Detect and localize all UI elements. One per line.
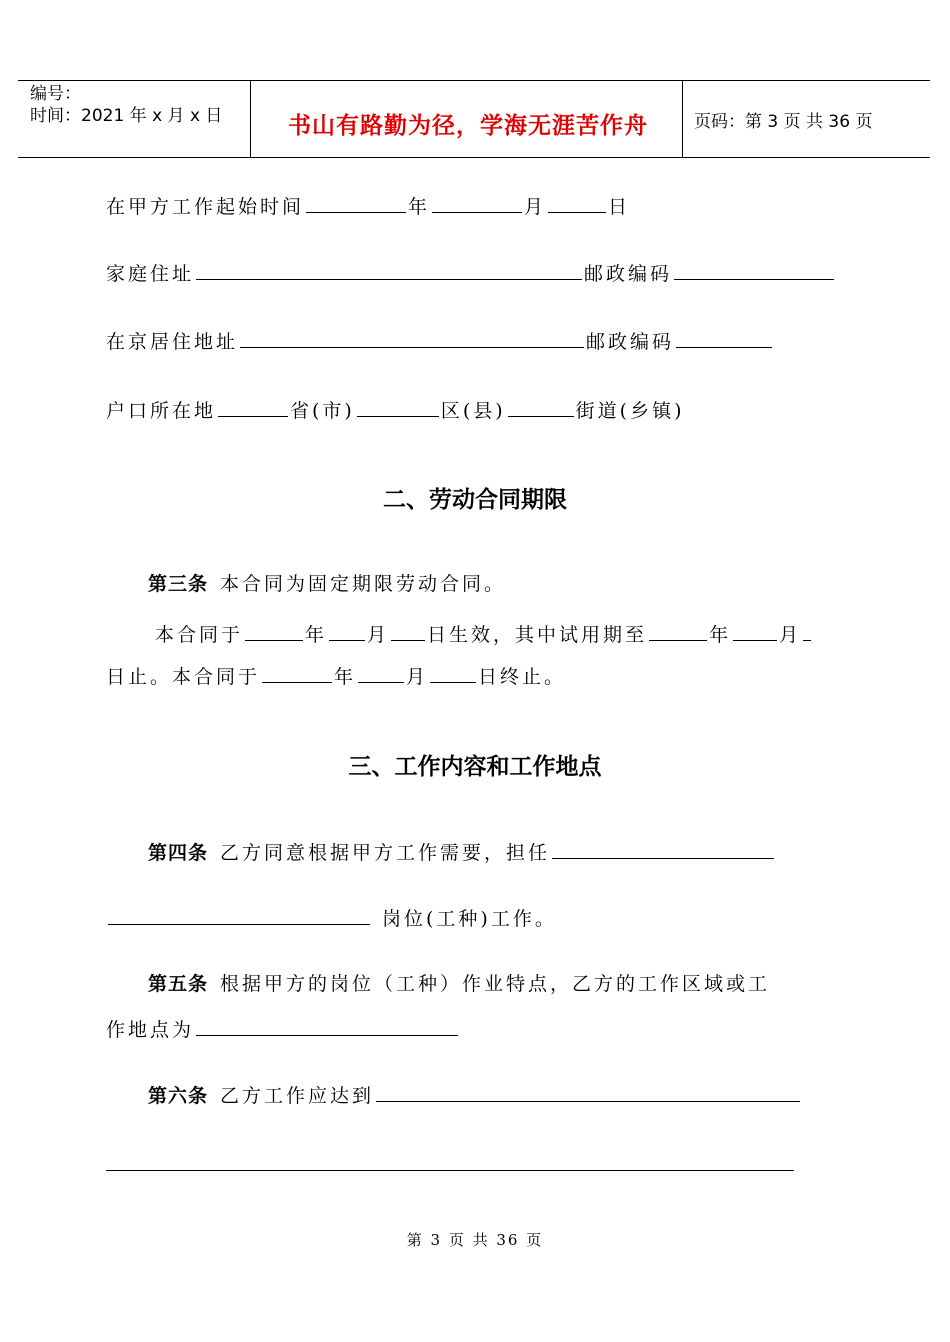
- contract-term-line-1: [155, 620, 813, 648]
- document-number-label: 编号：: [30, 84, 81, 104]
- hukou-line: [106, 396, 685, 424]
- article-5-label: 第五条: [148, 973, 209, 995]
- article-5-text: 根据甲方的岗位（工种）作业特点，乙方的工作区域或工: [220, 973, 771, 995]
- contract-term-line-2: [106, 662, 566, 690]
- home-address-line: [106, 259, 836, 287]
- article-4-tail: 岗位(工种)工作。: [382, 908, 557, 930]
- header-meta: [30, 83, 222, 127]
- article-6: [148, 1081, 802, 1109]
- district-label: 区(县): [440, 400, 506, 422]
- start-month-blank[interactable]: [432, 192, 522, 213]
- probation-year-blank[interactable]: [649, 620, 707, 641]
- article-5-line2: 作地点为: [106, 1019, 195, 1041]
- probation-day-blank[interactable]: [803, 620, 811, 641]
- page-header: [18, 80, 930, 158]
- beijing-address-label: 在京居住地址: [106, 331, 239, 353]
- page-footer: 第 3 页 共 36 页: [406, 1231, 544, 1249]
- position-blank[interactable]: [552, 838, 774, 859]
- year-label: 年: [408, 196, 431, 218]
- province-blank[interactable]: [218, 396, 288, 417]
- hukou-label: 户口所在地: [106, 400, 217, 422]
- section-heading-term: 二、劳动合同期限: [383, 487, 567, 513]
- district-blank[interactable]: [357, 396, 439, 417]
- start-day-blank[interactable]: [548, 192, 606, 213]
- start-year-blank[interactable]: [306, 192, 406, 213]
- probation-month-blank[interactable]: [733, 620, 777, 641]
- year-label: 年: [305, 624, 328, 646]
- article-6-text: 乙方工作应达到: [220, 1085, 375, 1107]
- street-label: 街道(乡镇): [575, 400, 685, 422]
- article-3-label: 第三条: [148, 573, 209, 595]
- work-location-blank[interactable]: [196, 1015, 458, 1036]
- start-date-line: [106, 192, 630, 220]
- effective-month-blank[interactable]: [329, 620, 365, 641]
- end-year-blank[interactable]: [262, 662, 332, 683]
- header-divider: [250, 81, 251, 157]
- year-label: 年: [709, 624, 732, 646]
- article-4-continued: [106, 904, 557, 932]
- beijing-address-blank[interactable]: [240, 327, 584, 348]
- work-standard-blank-2[interactable]: [106, 1170, 794, 1171]
- home-address-blank[interactable]: [196, 259, 582, 280]
- month-label: 月: [779, 624, 802, 646]
- position-blank-2[interactable]: [108, 904, 370, 925]
- month-label: 月: [406, 666, 429, 688]
- month-label: 月: [367, 624, 390, 646]
- home-address-label: 家庭住址: [106, 263, 195, 285]
- effective-day-blank[interactable]: [391, 620, 425, 641]
- header-motto: 书山有路勤为径，学海无涯苦作舟: [288, 113, 648, 139]
- day-label: 日: [608, 196, 631, 218]
- effective-year-blank[interactable]: [245, 620, 303, 641]
- document-time-label: 时间：2021 年 x 月 x 日: [30, 106, 223, 126]
- section-heading-work: 三、工作内容和工作地点: [348, 754, 602, 780]
- article-5-continued: [106, 1015, 460, 1043]
- probation-end-text: 日止。本合同于: [106, 666, 261, 688]
- header-page-info: 页码：第 3 页 共 36 页: [694, 112, 873, 132]
- probation-text: 日生效，其中试用期至: [427, 624, 648, 646]
- article-4: [148, 838, 776, 866]
- beijing-postal-blank[interactable]: [676, 327, 772, 348]
- article-5: [148, 971, 770, 997]
- street-blank[interactable]: [508, 396, 574, 417]
- article-6-label: 第六条: [148, 1085, 209, 1107]
- work-standard-blank[interactable]: [376, 1081, 800, 1102]
- month-label: 月: [524, 196, 547, 218]
- termination-text: 日终止。: [478, 666, 567, 688]
- end-day-blank[interactable]: [430, 662, 476, 683]
- beijing-address-line: [106, 327, 774, 355]
- year-label: 年: [334, 666, 357, 688]
- postal-code-label: 邮政编码: [584, 263, 673, 285]
- contract-from-text: 本合同于: [155, 624, 244, 646]
- article-4-label: 第四条: [148, 842, 209, 864]
- article-3: [148, 571, 506, 597]
- end-month-blank[interactable]: [358, 662, 404, 683]
- home-postal-blank[interactable]: [674, 259, 834, 280]
- postal-code-label: 邮政编码: [586, 331, 675, 353]
- article-4-text: 乙方同意根据甲方工作需要，担任: [220, 842, 551, 864]
- article-3-text: 本合同为固定期限劳动合同。: [220, 573, 507, 595]
- start-date-label: 在甲方工作起始时间: [106, 196, 305, 218]
- province-label: 省(市): [290, 400, 355, 422]
